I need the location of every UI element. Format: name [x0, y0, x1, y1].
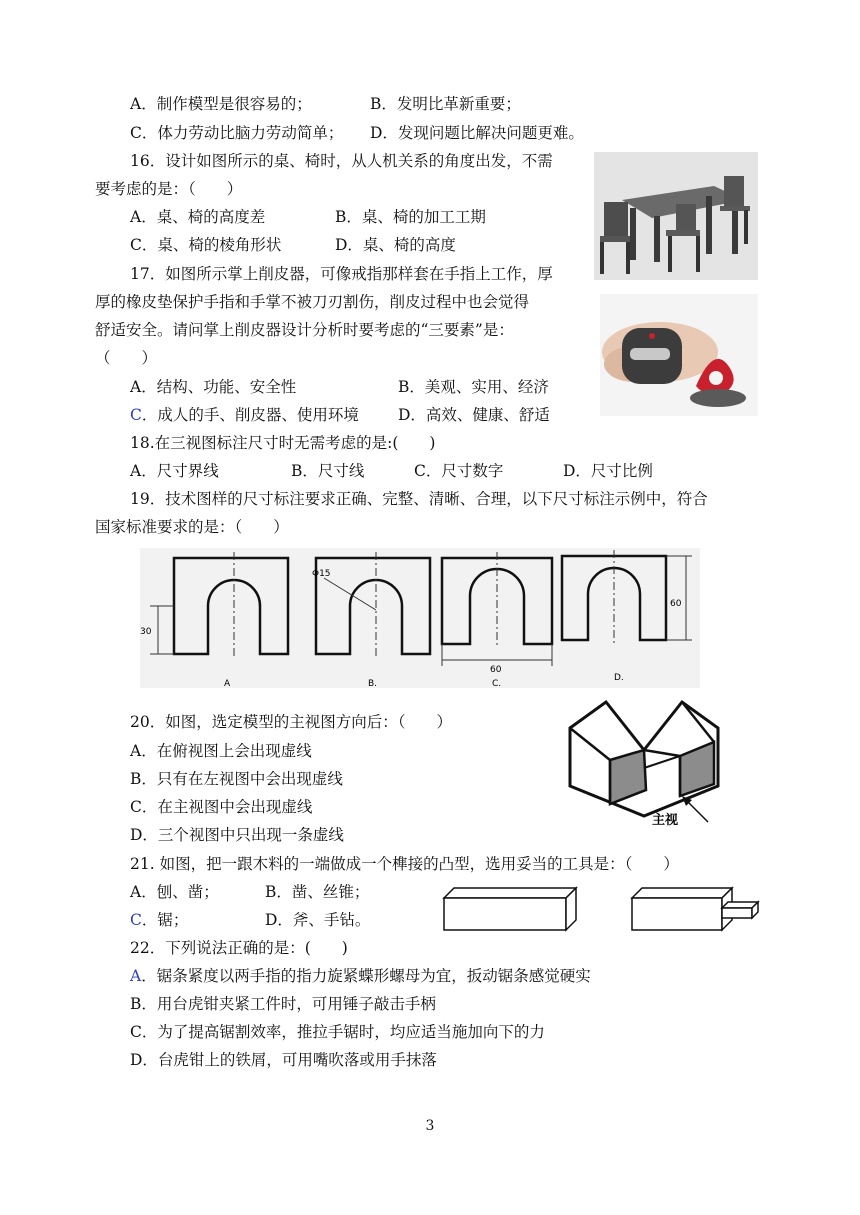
- q21-option-b: B．凿、丝锥；: [265, 883, 370, 901]
- q20-option-d: D．三个视图中只出现一条虚线: [130, 826, 344, 844]
- dim-label-d: 60: [670, 599, 682, 609]
- q17-option-a: A．结构、功能、安全性: [130, 378, 297, 396]
- q17-stem-line2: 厚的橡皮垫保护手指和手掌不被刀刃割伤，削皮过程中也会觉得: [95, 293, 530, 311]
- q20-option-b: B．只有在左视图中会出现虚线: [130, 770, 343, 788]
- q18-stem: 18.在三视图标注尺寸时无需考虑的是:( ): [130, 434, 436, 452]
- q21-stem: 21. 如图，把一跟木料的一端做成一个榫接的凸型，选用妥当的工具是：（ ）: [130, 855, 679, 873]
- q17-option-b: B．美观、实用、经济: [398, 378, 549, 396]
- q22-option-d: D．台虎钳上的铁屑，可用嘴吹落或用手抹落: [130, 1051, 437, 1069]
- q16-option-b: B．桌、椅的加工工期: [335, 208, 486, 226]
- q16-stem-line1: 16．设计如图所示的桌、椅时，从人机关系的角度出发，不需: [130, 152, 553, 170]
- q16-option-c: C．桌、椅的棱角形状: [130, 236, 282, 254]
- wood-block-tenon: [628, 884, 760, 934]
- q16-option-d: D．桌、椅的高度: [335, 236, 456, 254]
- q15-option-d: D．发现问题比解决问题更难。: [370, 124, 584, 142]
- dimension-examples-figure: [140, 548, 700, 688]
- q21-option-a: A．刨、凿；: [130, 883, 219, 901]
- q21-option-d: D．斧、手钻。: [265, 911, 371, 929]
- q17-option-d: D．高效、健康、舒适: [398, 406, 550, 424]
- q15-option-c: C．体力劳动比脑力劳动简单；: [130, 124, 344, 142]
- q15-option-b: B．发明比革新重要；: [370, 95, 521, 113]
- q20-option-a: A．在俯视图上会出现虚线: [130, 742, 312, 760]
- q21-answer-letter: C: [130, 911, 142, 929]
- dim-label-c: 60: [490, 665, 502, 675]
- q22-option-b: B．用台虎钳夹紧工件时，可用锤子敲击手柄: [130, 995, 436, 1013]
- table-chairs-image: [594, 152, 758, 280]
- q21-option-c: C．锯；: [130, 911, 189, 929]
- q18-option-c: C．尺寸数字: [414, 462, 504, 480]
- q18-option-b: B．尺寸线: [291, 462, 365, 480]
- q22-option-c: C．为了提高锯割效率，推拉手锯时，均应适当施加向下的力: [130, 1023, 545, 1041]
- palm-peeler-image: [600, 294, 758, 416]
- q18-option-d: D．尺寸比例: [563, 462, 653, 480]
- q19-stem-line2: 国家标准要求的是：（ ）: [95, 518, 289, 536]
- q16-stem-line2: 要考虑的是：（ ）: [95, 180, 243, 198]
- q19-stem-line1: 19．技术图样的尺寸标注要求正确、完整、清晰、合理，以下尺寸标注示例中，符合: [130, 490, 708, 508]
- q20-stem: 20．如图，选定模型的主视图方向后：（ ）: [130, 713, 452, 731]
- q22-stem: 22．下列说法正确的是：( ): [130, 939, 348, 957]
- q18-option-a: A．尺寸界线: [130, 462, 219, 480]
- example-label-d: D.: [614, 673, 624, 683]
- q15-option-a: A．制作模型是很容易的；: [130, 95, 312, 113]
- q16-option-a: A．桌、椅的高度差: [130, 208, 266, 226]
- example-label-a: A: [224, 679, 231, 688]
- q17-stem-line3: 舒适安全。请问掌上削皮器设计分析时要考虑的“三要素”是：: [95, 321, 514, 339]
- example-label-c: C.: [492, 679, 502, 688]
- q17-stem-line4: （ ）: [95, 349, 158, 367]
- isometric-model-figure: [566, 698, 722, 832]
- wood-block-original: [440, 884, 580, 934]
- example-label-b: B.: [368, 679, 378, 688]
- q17-option-c: C．成人的手、削皮器、使用环境: [130, 406, 359, 424]
- q20-option-c: C．在主视图中会出现虚线: [130, 798, 313, 816]
- page-number: 3: [425, 1118, 435, 1134]
- dim-label-a: 30: [140, 627, 152, 637]
- q17-answer-letter: C: [130, 406, 142, 424]
- dim-label-b: Φ15: [312, 569, 331, 579]
- front-view-label: 主视: [652, 813, 679, 828]
- q22-answer-letter: A: [130, 967, 142, 985]
- q22-option-a: A．锯条紧度以两手指的指力旋紧蝶形螺母为宜，扳动锯条感觉硬实: [130, 967, 591, 985]
- q17-stem-line1: 17．如图所示掌上削皮器，可像戒指那样套在手指上工作，厚: [130, 265, 553, 283]
